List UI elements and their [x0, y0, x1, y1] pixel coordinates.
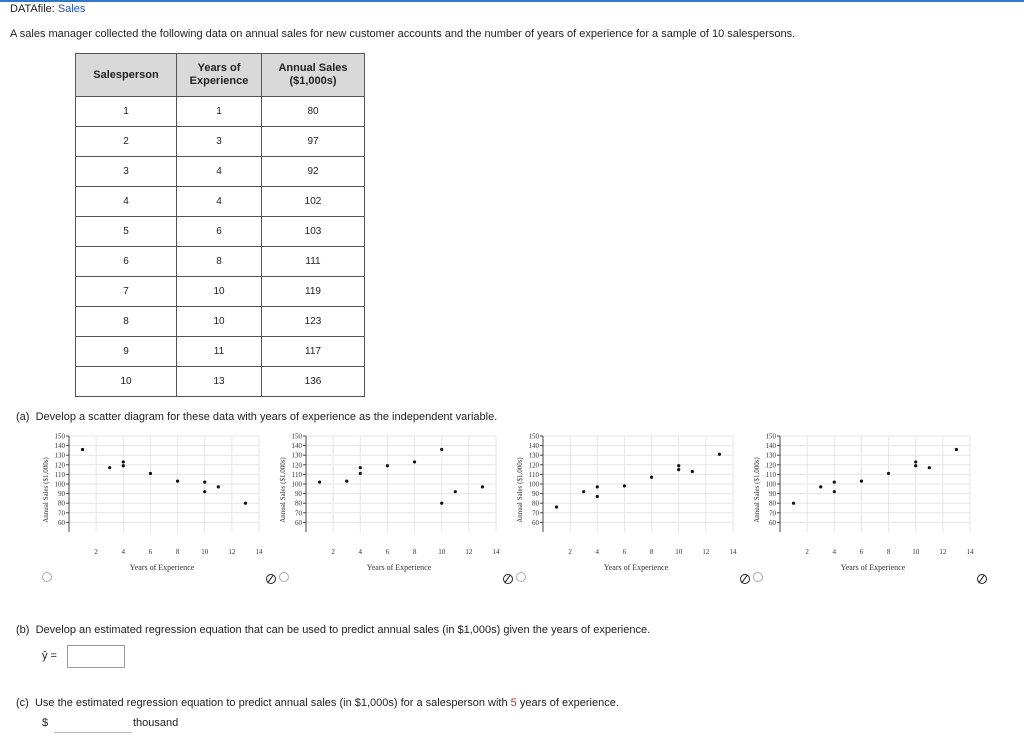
- y-tick-label: 90: [532, 490, 539, 499]
- cell-years: 6: [177, 217, 262, 247]
- y-tick-label: 120: [765, 461, 776, 470]
- y-tick-label: 100: [54, 480, 65, 489]
- cell-years: 4: [177, 157, 262, 187]
- y-axis-label: Annual Sales ($1,000s): [753, 457, 761, 523]
- radio-option-2[interactable]: [279, 572, 289, 582]
- data-point: [318, 480, 321, 483]
- y-tick-label: 100: [765, 480, 776, 489]
- data-point: [596, 495, 599, 498]
- y-tick-label: 80: [295, 499, 302, 508]
- part-a-question: (a) Develop a scatter diagram for these data with years of experience as the independent variable.: [16, 411, 498, 423]
- data-table: [75, 53, 365, 397]
- data-point: [81, 448, 84, 451]
- data-point: [122, 464, 125, 467]
- y-tick-label: 110: [54, 470, 65, 479]
- y-tick-label: 60: [58, 518, 65, 527]
- cell-years: 3: [177, 127, 262, 157]
- y-tick-label: 130: [291, 451, 302, 460]
- data-point: [819, 485, 822, 488]
- data-point: [718, 453, 721, 456]
- x-tick-label: 10: [675, 548, 683, 556]
- header-salesperson: Salesperson: [76, 54, 177, 97]
- y-tick-label: 70: [295, 509, 302, 518]
- y-tick-label: 150: [291, 432, 302, 441]
- y-tick-label: 70: [58, 509, 65, 518]
- y-axis-label: Annual Sales ($1,000s): [279, 457, 287, 523]
- cell-sales: 92: [262, 157, 365, 187]
- table-row: [76, 97, 365, 127]
- x-tick-label: 10: [912, 548, 920, 556]
- cell-salesperson: 6: [76, 247, 177, 277]
- unit-label: thousand: [133, 717, 179, 729]
- x-axis-label: Years of Experience: [129, 563, 195, 572]
- data-point: [555, 505, 558, 508]
- x-tick-label: 6: [385, 548, 390, 556]
- currency-symbol: $: [42, 717, 49, 729]
- cell-salesperson: 8: [76, 307, 177, 337]
- cell-sales: 119: [262, 277, 365, 307]
- x-tick-label: 12: [465, 548, 473, 556]
- y-tick-label: 60: [769, 518, 776, 527]
- y-tick-label: 130: [765, 451, 776, 460]
- intro-text: A sales manager collected the following data on annual sales for new customer accounts and the number of years of experience for a sample of 10 salespersons.: [10, 28, 796, 40]
- x-tick-label: 12: [939, 548, 947, 556]
- y-tick-label: 110: [528, 470, 539, 479]
- y-tick-label: 90: [58, 490, 65, 499]
- table-row: [76, 187, 365, 217]
- data-point: [122, 460, 125, 463]
- data-point: [481, 485, 484, 488]
- table-row: [76, 157, 365, 187]
- data-point: [359, 466, 362, 469]
- data-point: [596, 485, 599, 488]
- datafile-line: [10, 3, 85, 15]
- scatter-option-3: [514, 432, 739, 577]
- data-point: [623, 484, 626, 487]
- y-tick-label: 80: [769, 499, 776, 508]
- info-icon[interactable]: [740, 574, 750, 584]
- x-tick-label: 14: [492, 548, 500, 556]
- x-tick-label: 8: [175, 548, 180, 556]
- y-tick-label: 90: [295, 490, 302, 499]
- cell-sales: 97: [262, 127, 365, 157]
- data-point: [244, 502, 247, 505]
- x-tick-label: 8: [412, 548, 417, 556]
- y-tick-label: 150: [54, 432, 65, 441]
- data-point: [108, 466, 111, 469]
- table-row: [76, 307, 365, 337]
- data-point: [440, 448, 443, 451]
- radio-option-4[interactable]: [753, 572, 763, 582]
- y-tick-label: 80: [532, 499, 539, 508]
- y-tick-label: 120: [291, 461, 302, 470]
- data-point: [176, 480, 179, 483]
- data-point: [955, 448, 958, 451]
- data-point: [691, 470, 694, 473]
- cell-sales: 123: [262, 307, 365, 337]
- cell-years: 13: [177, 367, 262, 397]
- x-tick-label: 8: [649, 548, 654, 556]
- data-point: [386, 464, 389, 467]
- cell-years: 10: [177, 277, 262, 307]
- x-tick-label: 6: [622, 548, 627, 556]
- cell-years: 10: [177, 307, 262, 337]
- cell-salesperson: 9: [76, 337, 177, 367]
- x-tick-label: 2: [331, 548, 335, 556]
- x-tick-label: 14: [729, 548, 737, 556]
- y-tick-label: 70: [769, 509, 776, 518]
- data-point: [454, 490, 457, 493]
- radio-option-1[interactable]: [42, 572, 52, 582]
- data-point: [914, 464, 917, 467]
- x-tick-label: 4: [832, 548, 837, 556]
- yhat-label: ŷ =: [42, 650, 57, 662]
- cell-years: 1: [177, 97, 262, 127]
- y-tick-label: 90: [769, 490, 776, 499]
- x-tick-label: 14: [966, 548, 974, 556]
- table-row: [76, 277, 365, 307]
- info-icon[interactable]: [266, 574, 276, 584]
- y-tick-label: 140: [765, 442, 776, 451]
- x-tick-label: 4: [121, 548, 126, 556]
- y-tick-label: 140: [291, 442, 302, 451]
- y-tick-label: 140: [528, 442, 539, 451]
- y-tick-label: 150: [765, 432, 776, 441]
- data-point: [345, 480, 348, 483]
- cell-sales: 102: [262, 187, 365, 217]
- prediction-input[interactable]: [54, 716, 132, 733]
- data-point: [887, 472, 890, 475]
- data-point: [677, 464, 680, 467]
- part-b-question: (b) Develop an estimated regression equation that can be used to predict annual sales (in $1,000s) given the years of experience.: [16, 624, 651, 636]
- cell-sales: 136: [262, 367, 365, 397]
- x-tick-label: 4: [358, 548, 363, 556]
- x-axis-label: Years of Experience: [366, 563, 432, 572]
- y-tick-label: 60: [532, 518, 539, 527]
- x-tick-label: 12: [228, 548, 236, 556]
- cell-salesperson: 1: [76, 97, 177, 127]
- data-point: [149, 472, 152, 475]
- data-point: [928, 466, 931, 469]
- datafile-label: DATAfile:: [10, 3, 55, 15]
- table-row: [76, 367, 365, 397]
- header-years: Years of Experience: [177, 54, 262, 97]
- scatter-option-2: [277, 432, 502, 577]
- y-tick-label: 150: [528, 432, 539, 441]
- y-tick-label: 120: [528, 461, 539, 470]
- cell-salesperson: 4: [76, 187, 177, 217]
- data-point: [217, 485, 220, 488]
- y-tick-label: 130: [528, 451, 539, 460]
- data-point: [203, 490, 206, 493]
- y-axis-label: Annual Sales ($1,000s): [516, 457, 524, 523]
- years-value: 5: [510, 697, 517, 709]
- x-tick-label: 2: [805, 548, 809, 556]
- y-tick-label: 100: [528, 480, 539, 489]
- regression-equation-input[interactable]: [67, 645, 125, 668]
- table-row: [76, 217, 365, 247]
- data-point: [650, 476, 653, 479]
- data-point: [359, 472, 362, 475]
- y-tick-label: 60: [295, 518, 302, 527]
- cell-salesperson: 7: [76, 277, 177, 307]
- info-icon[interactable]: [977, 574, 987, 584]
- cell-salesperson: 2: [76, 127, 177, 157]
- info-icon[interactable]: [503, 574, 513, 584]
- y-tick-label: 100: [291, 480, 302, 489]
- data-point: [860, 480, 863, 483]
- data-point: [677, 468, 680, 471]
- cell-sales: 117: [262, 337, 365, 367]
- cell-sales: 103: [262, 217, 365, 247]
- radio-option-3[interactable]: [516, 572, 526, 582]
- data-point: [413, 460, 416, 463]
- y-tick-label: 110: [291, 470, 302, 479]
- x-axis-label: Years of Experience: [840, 563, 906, 572]
- data-point: [833, 480, 836, 483]
- data-point: [792, 502, 795, 505]
- data-point: [582, 490, 585, 493]
- y-tick-label: 110: [765, 470, 776, 479]
- data-point: [914, 460, 917, 463]
- cell-years: 11: [177, 337, 262, 367]
- table-row: [76, 247, 365, 277]
- part-c-question: (c) Use the estimated regression equation to predict annual sales (in $1,000s) for a salesperson with 5 years of experience.: [16, 697, 619, 709]
- x-tick-label: 14: [255, 548, 263, 556]
- cell-sales: 80: [262, 97, 365, 127]
- y-tick-label: 70: [532, 509, 539, 518]
- data-point: [203, 480, 206, 483]
- x-tick-label: 10: [201, 548, 209, 556]
- table-row: [76, 127, 365, 157]
- x-tick-label: 12: [702, 548, 710, 556]
- x-axis-label: Years of Experience: [603, 563, 669, 572]
- datafile-link[interactable]: Sales: [57, 3, 86, 15]
- data-point: [833, 490, 836, 493]
- y-tick-label: 130: [54, 451, 65, 460]
- scatter-option-1: [40, 432, 265, 577]
- cell-years: 4: [177, 187, 262, 217]
- y-tick-label: 120: [54, 461, 65, 470]
- y-tick-label: 80: [58, 499, 65, 508]
- y-tick-label: 140: [54, 442, 65, 451]
- cell-salesperson: 10: [76, 367, 177, 397]
- header-sales: Annual Sales ($1,000s): [262, 54, 365, 97]
- cell-years: 8: [177, 247, 262, 277]
- cell-salesperson: 3: [76, 157, 177, 187]
- cell-salesperson: 5: [76, 217, 177, 247]
- x-tick-label: 2: [94, 548, 98, 556]
- data-point: [440, 502, 443, 505]
- x-tick-label: 2: [568, 548, 572, 556]
- x-tick-label: 4: [595, 548, 600, 556]
- scatter-option-4: [751, 432, 976, 577]
- x-tick-label: 8: [886, 548, 891, 556]
- y-axis-label: Annual Sales ($1,000s): [42, 457, 50, 523]
- x-tick-label: 6: [859, 548, 864, 556]
- cell-sales: 111: [262, 247, 365, 277]
- table-row: [76, 337, 365, 367]
- x-tick-label: 6: [148, 548, 153, 556]
- x-tick-label: 10: [438, 548, 446, 556]
- top-border: [0, 0, 1024, 2]
